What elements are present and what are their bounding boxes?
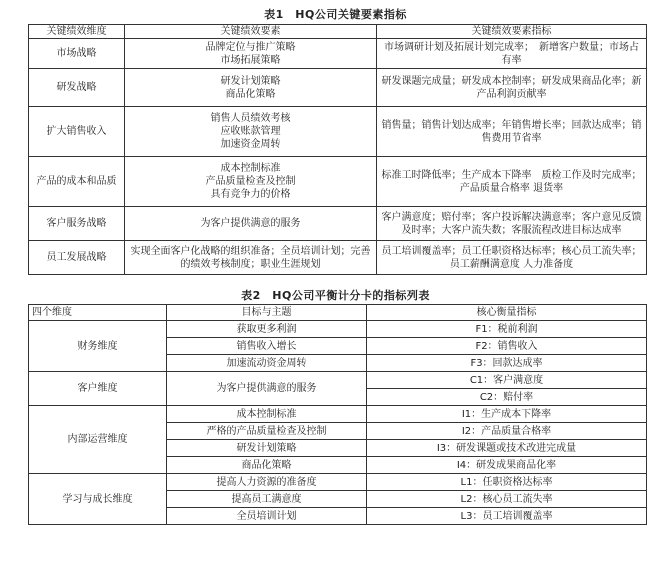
- metric-cell: F3：回款达成率: [367, 355, 647, 372]
- elements-cell: [125, 69, 377, 107]
- goal-cell: 为客户提供满意的服务: [167, 372, 367, 406]
- dimension-cell: 客户服务战略: [29, 207, 125, 241]
- dimension-cell: 财务维度: [29, 321, 167, 372]
- dimension-cell: 研发战略: [29, 69, 125, 107]
- goal-cell: 提高人力资源的准备度: [167, 474, 367, 491]
- table-row: [29, 321, 647, 338]
- element-line: 应收账款管理: [220, 126, 281, 137]
- element-line: 具有竞争力的价格: [210, 189, 291, 200]
- dimension-cell: 扩大销售收入: [29, 107, 125, 157]
- goal-cell: 全员培训计划: [167, 508, 367, 525]
- metric-cell: L2：核心员工流失率: [367, 491, 647, 508]
- dimension-cell: 市场战略: [29, 39, 125, 69]
- metric-cell: F1：税前利润: [367, 321, 647, 338]
- metric-cell: C2：赔付率: [367, 389, 647, 406]
- elements-cell: [125, 207, 377, 241]
- metric-cell: L1：任职资格达标率: [367, 474, 647, 491]
- element-line: 为客户提供满意的服务: [200, 218, 301, 229]
- table2-header-dimension: 四个维度: [29, 305, 167, 321]
- dimension-cell: 客户维度: [29, 372, 167, 406]
- indicators-cell: 销售量；销售计划达成率；年销售增长率；回款达成率；销售费用节省率: [377, 107, 647, 157]
- table-row: [29, 241, 647, 275]
- indicators-cell: 市场调研计划及拓展计划完成率； 新增客户数量；市场占有率: [377, 39, 647, 69]
- table2-header-goals: 目标与主题: [167, 305, 367, 321]
- table-row: [29, 39, 647, 69]
- element-line: 加速资金周转: [220, 139, 281, 150]
- table1-header-indicators: 关键绩效要素指标: [377, 25, 647, 39]
- dimension-cell: 内部运营维度: [29, 406, 167, 474]
- metric-cell: I2：产品质量合格率: [367, 423, 647, 440]
- goal-cell: 严格的产品质量检查及控制: [167, 423, 367, 440]
- goal-cell: 销售收入增长: [167, 338, 367, 355]
- table-row: [29, 107, 647, 157]
- dimension-cell: 员工发展战略: [29, 241, 125, 275]
- goal-cell: 商品化策略: [167, 457, 367, 474]
- indicators-cell: 研发课题完成量；研发成本控制率；研发成果商品化率；新产品利润贡献率: [377, 69, 647, 107]
- table-row: [29, 157, 647, 207]
- table2-header-row: [29, 305, 647, 321]
- metric-cell: I1：生产成本下降率: [367, 406, 647, 423]
- indicators-cell: 客户满意度；赔付率；客户投诉解决满意率；客户意见反馈及时率；大客户流失数；客服流程改进目标达成率: [377, 207, 647, 241]
- element-line: 商品化策略: [225, 88, 276, 100]
- metric-cell: F2：销售收入: [367, 338, 647, 355]
- table2-header-metrics: 核心衡量指标: [367, 305, 647, 321]
- goal-cell: 成本控制标准: [167, 406, 367, 423]
- metric-cell: I3：研发课题或技术改进完成量: [367, 440, 647, 457]
- indicators-cell: 员工培训覆盖率；员工任职资格达标率；核心员工流失率；员工薪酬满意度 人力准备度: [377, 241, 647, 275]
- goal-cell: 加速流动资金周转: [167, 355, 367, 372]
- table1-key-elements: [28, 24, 647, 275]
- table2-caption: 表2 HQ公司平衡计分卡的指标列表: [241, 289, 430, 302]
- element-line: 市场拓展策略: [220, 54, 281, 66]
- table1-header-row: [29, 25, 647, 39]
- elements-cell: 实现全面客户化战略的组织准备；全员培训计划；完善的绩效考核制度；职业生涯规划: [125, 241, 377, 275]
- elements-cell: [125, 157, 377, 207]
- table-row: [29, 69, 647, 107]
- table2-balanced-scorecard: [28, 304, 647, 525]
- element-line: 成本控制标准: [220, 163, 281, 174]
- elements-cell: [125, 39, 377, 69]
- table-row: [29, 474, 647, 491]
- metric-cell: I4：研发成果商品化率: [367, 457, 647, 474]
- metric-cell: C1：客户满意度: [367, 372, 647, 389]
- element-line: 研发计划策略: [220, 75, 281, 87]
- metric-cell: L3：员工培训覆盖率: [367, 508, 647, 525]
- dimension-cell: 学习与成长维度: [29, 474, 167, 525]
- element-line: 品牌定位与推广策略: [205, 41, 296, 53]
- table-row: [29, 372, 647, 389]
- goal-cell: 获取更多利润: [167, 321, 367, 338]
- table1-header-dimension: 关键绩效维度: [29, 25, 125, 39]
- table1-header-elements: 关键绩效要素: [125, 25, 377, 39]
- dimension-cell: 产品的成本和品质: [29, 157, 125, 207]
- table-row: [29, 207, 647, 241]
- element-line: 产品质量检查及控制: [205, 176, 296, 187]
- indicators-cell: 标准工时降低率；生产成本下降率 质检工作及时完成率；产品质量合格率 退货率: [377, 157, 647, 207]
- table-row: [29, 406, 647, 423]
- element-line: 销售人员绩效考核: [210, 113, 291, 124]
- goal-cell: 提高员工满意度: [167, 491, 367, 508]
- goal-cell: 研发计划策略: [167, 440, 367, 457]
- table1-caption: 表1 HQ公司关键要素指标: [264, 8, 407, 21]
- elements-cell: [125, 107, 377, 157]
